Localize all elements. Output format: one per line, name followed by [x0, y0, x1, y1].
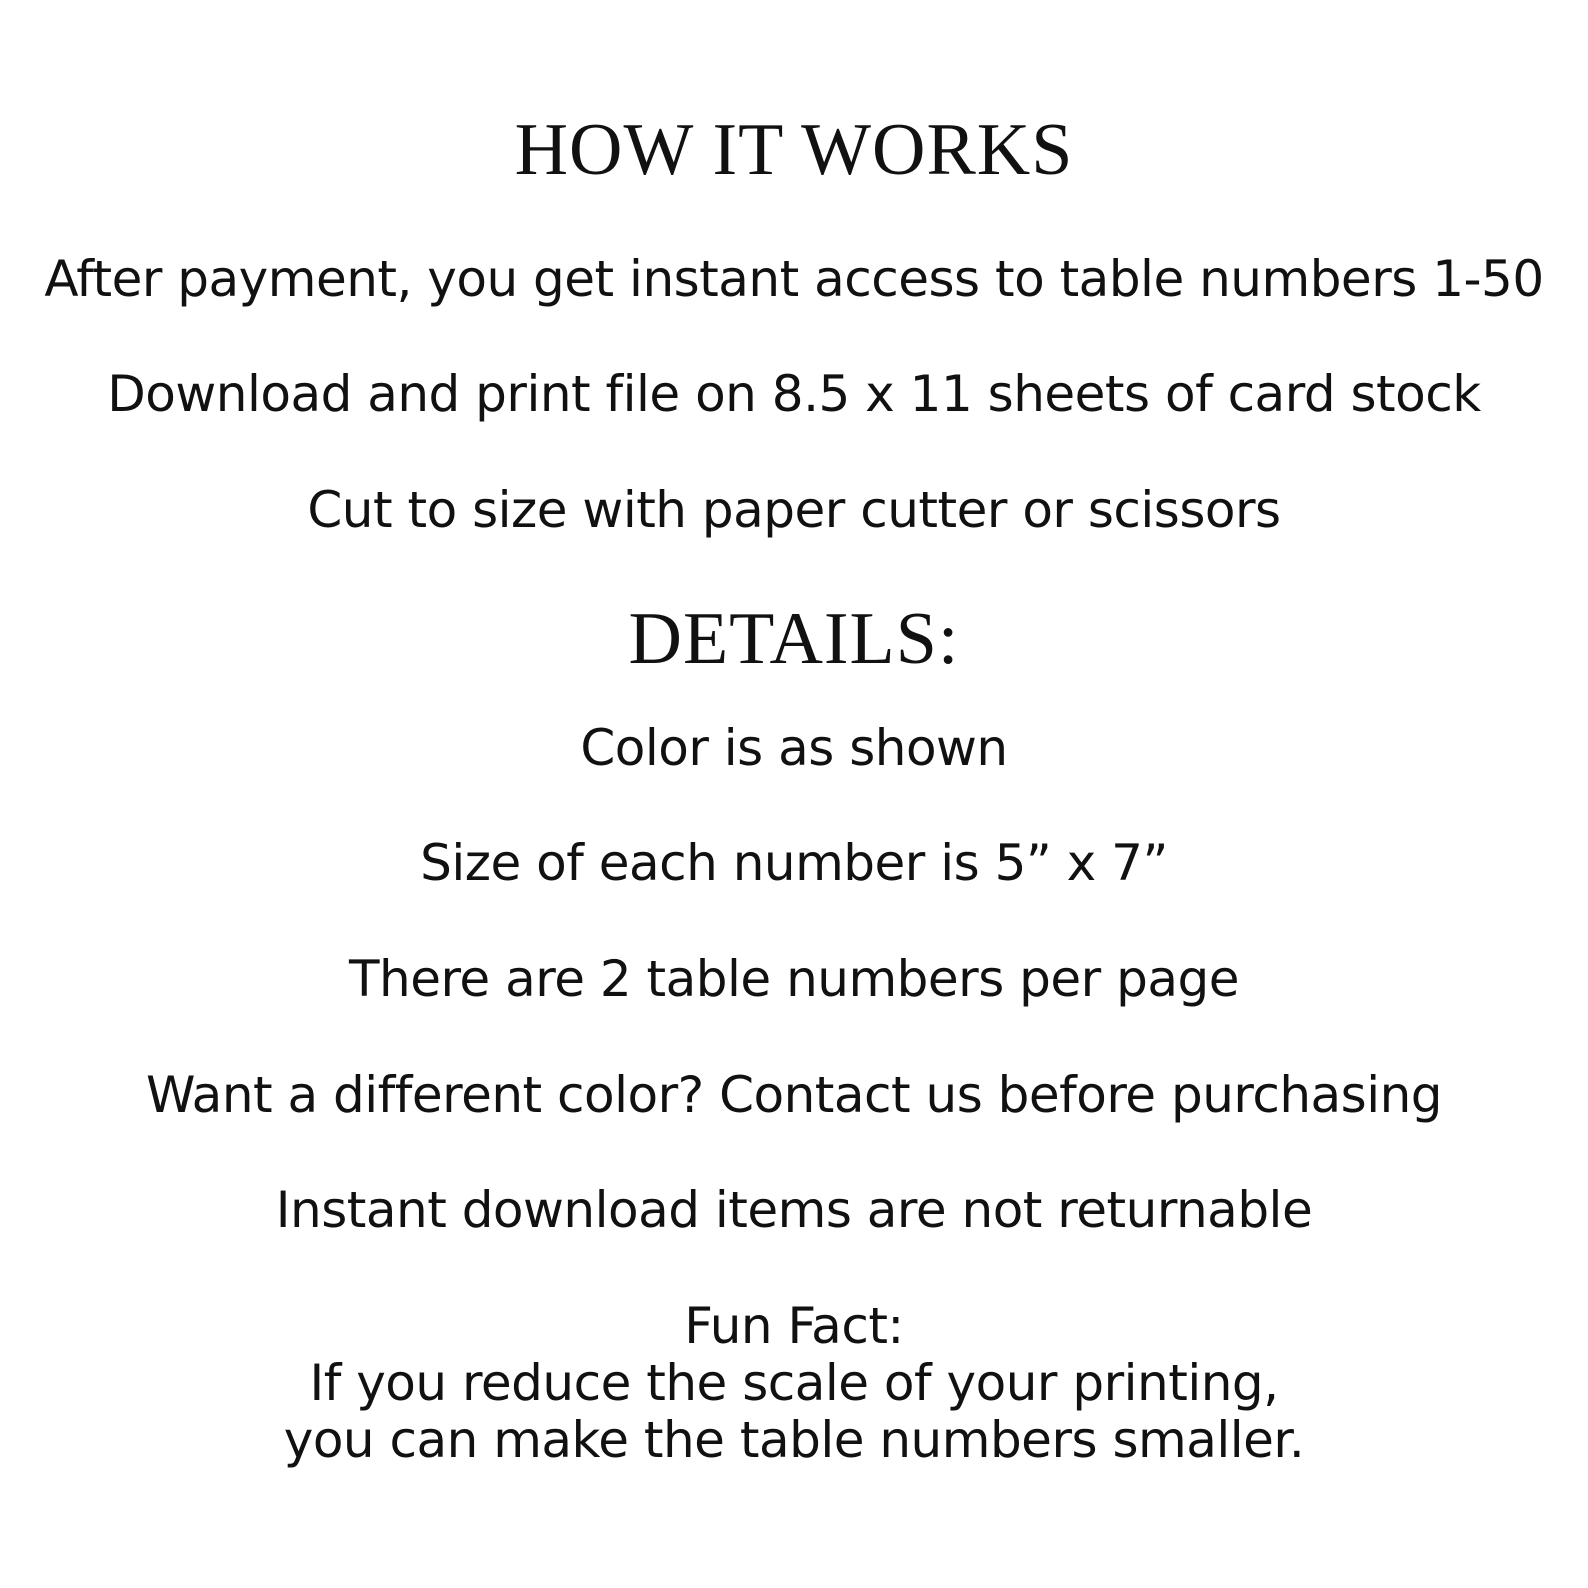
detail-not-returnable: Instant download items are not returnable: [275, 1181, 1313, 1239]
detail-size: Size of each number is 5” x 7”: [420, 834, 1168, 892]
how-it-works-heading: HOW IT WORKS: [514, 109, 1074, 191]
detail-per-page: There are 2 table numbers per page: [348, 950, 1239, 1008]
step-download-print: Download and print file on 8.5 x 11 sheets of card stock: [107, 365, 1481, 423]
step-cut: Cut to size with paper cutter or scissors: [307, 481, 1281, 539]
details-heading: DETAILS:: [628, 598, 960, 680]
step-access: After payment, you get instant access to table numbers 1-50: [44, 250, 1544, 308]
fun-fact-label: Fun Fact:: [684, 1297, 904, 1355]
fun-fact-line-1: If you reduce the scale of your printing,: [309, 1354, 1279, 1412]
fun-fact-line-2: you can make the table numbers smaller.: [283, 1411, 1305, 1469]
detail-different-color: Want a different color? Contact us before purchasing: [145, 1066, 1443, 1124]
detail-color: Color is as shown: [580, 719, 1008, 777]
